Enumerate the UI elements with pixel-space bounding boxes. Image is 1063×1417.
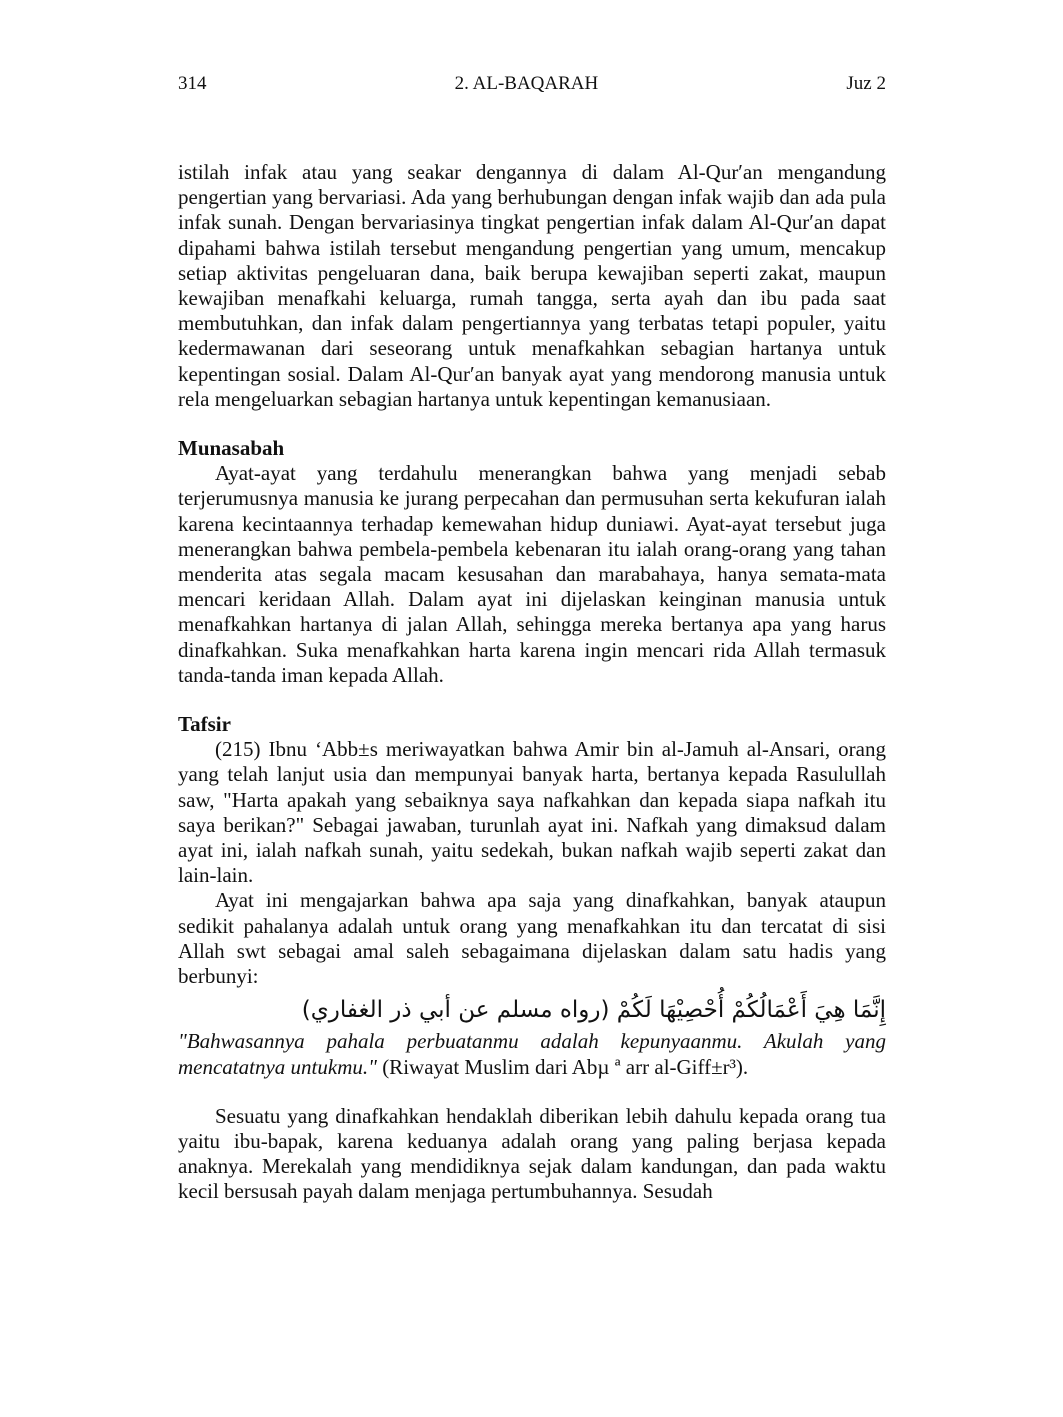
- hadith-arabic-text: إِنَّمَا هِيَ أَعْمَالُكُمْ أُحْصِيْهَا لَكُمْ (رواه مسلم عن أبي ذر الغفاري): [301, 997, 886, 1024]
- tafsir-paragraph-3: Sesuatu yang dinafkahkan hendaklah diberikan lebih dahulu kepada orang tua yaitu ibu-bapak, karena keduanya adalah orang yang paling berjasa kepada anaknya. Merekalah yang mendidiknya sejak dalam kandungan, dan pada waktu kecil bersusah payah dalam menjaga pertumbuhannya. Sesudah: [178, 1103, 886, 1204]
- munasabah-heading: Munasabah: [178, 436, 285, 461]
- munasabah-paragraph: Ayat-ayat yang terdahulu menerangkan bahwa yang menjadi sebab terjerumusnya manusia ke jurang perpecahan dan permusuhan serta kekufuran ialah karena kecintaannya terhadap kemewahan hidup duniawi. Ayat-ayat tersebut juga menerangkan bahwa pembela-pembela kebenaran itu ialah orang-orang yang tahan menderita atas segala macam kesusahan dan marabahaya, hanya semata-mata mencari keridaan Allah. Dalam ayat ini dijelaskan keinginan manusia untuk menafkahkan hartanya di jalan Allah, sehingga mereka bertanya apa yang harus dinafkahkan. Suka menafkahkan harta karena ingin mencari rida Allah termasuk tanda-tanda iman kepada Allah.: [178, 461, 886, 687]
- tafsir-paragraph-1: (215) Ibnu ‘Abb±s meriwayatkan bahwa Amir bin al-Jamuh al-Ansari, orang yang telah lanjut usia dan mempunyai banyak harta, bertanya kepada Rasulullah saw, "Harta apakah yang sebaiknya saya nafkahkan dan kepada siapa nafkah itu saya berikan?" Sebagai jawaban, turunlah ayat ini. Nafkah yang dimaksud dalam ayat ini, ialah nafkah sunah, yaitu sedekah, bukan nafkah wajib seperti zakat dan lain-lain.: [178, 737, 886, 888]
- running-header: [178, 72, 886, 96]
- tafsir-heading: Tafsir: [178, 712, 231, 737]
- intro-paragraph: istilah infak atau yang seakar dengannya di dalam Al-Qur′an mengandung pengertian yang bervariasi. Ada yang berhubungan dengan infak wajib dan ada pula infak sunah. Dengan bervariasinya tingkat pengertian infak dalam Al-Qur′an dapat dipahami bahwa istilah tersebut mengandung pengertian yang umum, mencakup setiap aktivitas pengeluaran dana, baik berupa kewajiban seperti zakat, maupun kewajiban menafkahi keluarga, rumah tangga, serta ayah dan ibu pada saat membutuhkan, dan infak dalam pengertiannya yang terbatas tetapi populer, yaitu kedermawanan dari seseorang untuk menafkahkan sebagian hartanya untuk kepentingan sosial. Dalam Al-Qur′an banyak ayat yang mendorong manusia untuk rela mengeluarkan sebagian hartanya untuk kepentingan kemanusiaan.: [178, 160, 886, 411]
- hadith-translation-italic: "Bahwasannya pahala perbuatanmu adalah kepunyaanmu. Akulah yang mencatatnya untukmu.": [178, 1029, 886, 1079]
- hadith-source: (Riwayat Muslim dari Abµ ª arr al-Giff±r³).: [376, 1054, 749, 1079]
- hadith-translation: [178, 1029, 886, 1079]
- tafsir-paragraph-2: Ayat ini mengajarkan bahwa apa saja yang dinafkahkan, banyak ataupun sedikit pahalanya adalah untuk orang yang menafkahkan itu dan tercatat di sisi Allah swt sebagai amal saleh sebagaimana dijelaskan dalam satu hadis yang berbunyi:: [178, 888, 886, 989]
- chapter-title: 2. AL-BAQARAH: [454, 73, 599, 94]
- page-number: 314: [178, 73, 207, 94]
- juz-label: Juz 2: [846, 73, 886, 94]
- body-text: [178, 160, 886, 1205]
